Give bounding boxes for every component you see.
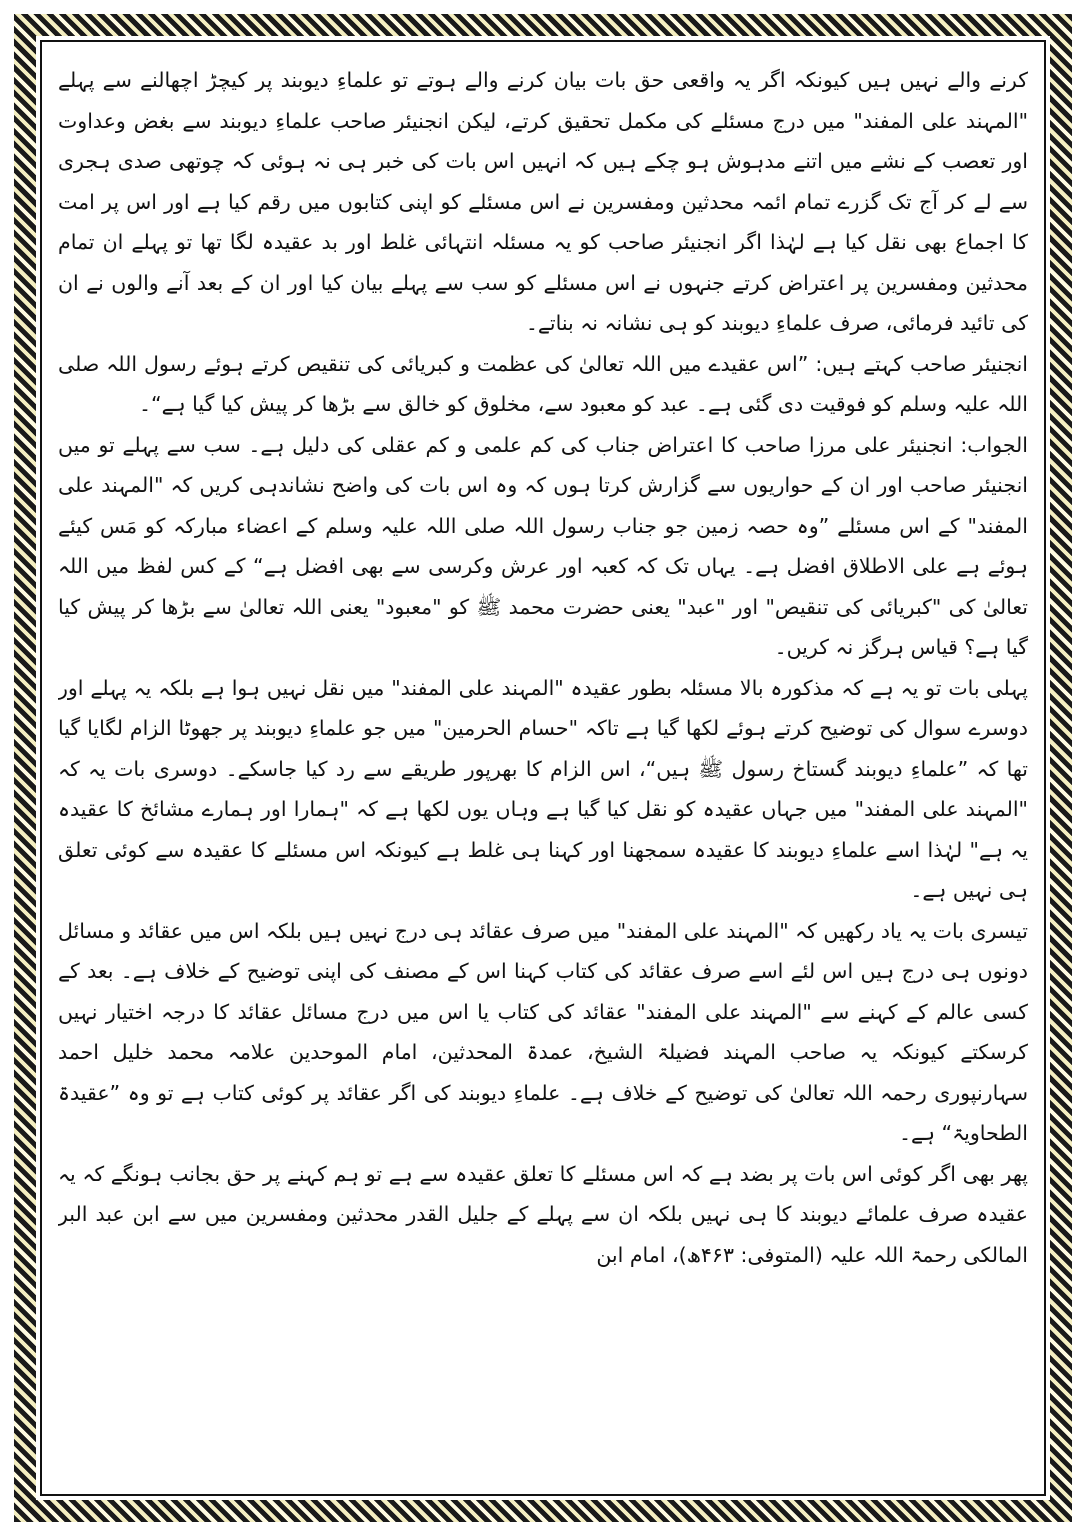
paragraph-2: انجنیئر صاحب کہتے ہیں: ”اس عقیدے میں اللہ تعالیٰ کی عظمت و کبریائی کی تنقیص کرتے ہوئے رسول اللہ صلی اللہ علیہ وسلم کو فوقیت دی گئی ہے۔ عبد کو معبود سے، مخلوق کو خالق سے بڑھا کر پیش کیا گیا ہے“۔ [58,351,1028,416]
paragraph-4: پہلی بات تو یہ ہے کہ مذکورہ بالا مسئلہ بطور عقیدہ "المہند علی المفند" میں نقل نہیں ہوا ہے بلکہ یہ پہلے اور دوسرے سوال کی توضیح کرتے ہوئے لکھا گیا ہے تاکہ "حسام الحرمین" میں جو علماءِ دیوبند پر جھوٹا الزام لگایا گیا تھا کہ ”علماءِ دیوبند گستاخ رسول ﷺ ہیں“، اس الزام کا بھرپور طریقے سے رد کیا جاسکے۔ دوسری بات یہ کہ "المہند علی المفند" میں جہاں عقیدہ کو نقل کیا گیا ہے وہاں یوں لکھا ہے کہ "ہمارا اور ہمارے مشائخ کا عقیدہ یہ ہے" لہٰذا اسے علماءِ دیوبند کا عقیدہ سمجھنا اور کہنا ہی غلط ہے کیونکہ اس مسئلے کا عقیدہ سے کوئی تعلق ہی نہیں ہے۔ [58,675,1028,902]
article-body [58,60,1028,1490]
paragraph-3: الجواب: انجنیئر علی مرزا صاحب کا اعتراض جناب کی کم علمی و کم عقلی کی دلیل ہے۔ سب سے پہلے تو میں انجنیئر صاحب اور ان کے حواریوں سے گزارش کرتا ہوں کہ وہ اس بات کی واضح نشاندہی کریں کہ "المہند علی المفند" کے اس مسئلے ”وہ حصہ زمین جو جناب رسول اللہ صلی اللہ علیہ وسلم کے اعضاء مبارکہ کو مَس کیئے ہوئے ہے علی الاطلاق افضل ہے۔ یہاں تک کہ کعبہ اور عرش وکرسی سے بھی افضل ہے“ کے کس لفظ میں اللہ تعالیٰ کی "کبریائی کی تنقیص" اور "عبد" یعنی حضرت محمد ﷺ کو "معبود" یعنی اللہ تعالیٰ سے بڑھا کر پیش کیا گیا ہے؟ قیاس ہرگز نہ کریں۔ [58,432,1028,659]
paragraph-1: کرنے والے نہیں ہیں کیونکہ اگر یہ واقعی حق بات بیان کرنے والے ہوتے تو علماءِ دیوبند پر کیچڑ اچھالنے سے پہلے "المہند علی المفند" میں درج مسئلے کی مکمل تحقیق کرتے، لیکن انجنیئر صاحب علماءِ دیوبند سے بغض وعداوت اور تعصب کے نشے میں اتنے مدہوش ہو چکے ہیں کہ انہیں اس بات کی خبر ہی نہ ہوئی کہ چوتھی صدی ہجری سے لے کر آج تک گزرے تمام ائمہ محدثین ومفسرین نے اس مسئلے کو اپنی کتابوں میں رقم کیا ہے اور اس پر امت کا اجماع بھی نقل کیا ہے لہٰذا اگر انجنیئر صاحب کو یہ مسئلہ انتہائی غلط اور بد عقیدہ لگا تھا تو پہلے ان تمام محدثین ومفسرین پر اعتراض کرتے جنہوں نے اس مسئلے کو سب سے پہلے بیان کیا اور ان کے بعد آنے والوں نے ان کی تائید فرمائی، صرف علماءِ دیوبند کو ہی نشانہ نہ بناتے۔ [58,68,1028,335]
paragraph-5: تیسری بات یہ یاد رکھیں کہ "المہند علی المفند" میں صرف عقائد ہی درج نہیں ہیں بلکہ اس میں عقائد و مسائل دونوں ہی درج ہیں اس لئے اسے صرف عقائد کی کتاب کہنا اس کے مصنف کی اپنی توضیح کے خلاف ہے۔ بعد کے کسی عالم کے کہنے سے "المہند علی المفند" عقائد کی کتاب یا اس میں درج مسائل عقائد کا درجہ اختیار نہیں کرسکتے کیونکہ یہ صاحب المہند فضیلۃ الشیخ، عمدۃ المحدثین، امام الموحدین علامہ محمد خلیل احمد سہارنپوری رحمہ اللہ تعالیٰ کی توضیح کے خلاف ہے۔ علماءِ دیوبند کی اگر عقائد پر کوئی کتاب ہے تو وہ ”عقیدۃ الطحاویۃ“ ہے۔ [58,918,1028,1145]
paragraph-6: پھر بھی اگر کوئی اس بات پر بضد ہے کہ اس مسئلے کا تعلق عقیدہ سے ہے تو ہم کہنے پر حق بجانب ہونگے کہ یہ عقیدہ صرف علمائے دیوبند کا ہی نہیں بلکہ ان سے پہلے کے جلیل القدر محدثین ومفسرین میں سے ابن عبد البر المالکی رحمۃ اللہ علیہ (المتوفی: ۴۶۳ھ)، امام ابن [58,1161,1028,1267]
